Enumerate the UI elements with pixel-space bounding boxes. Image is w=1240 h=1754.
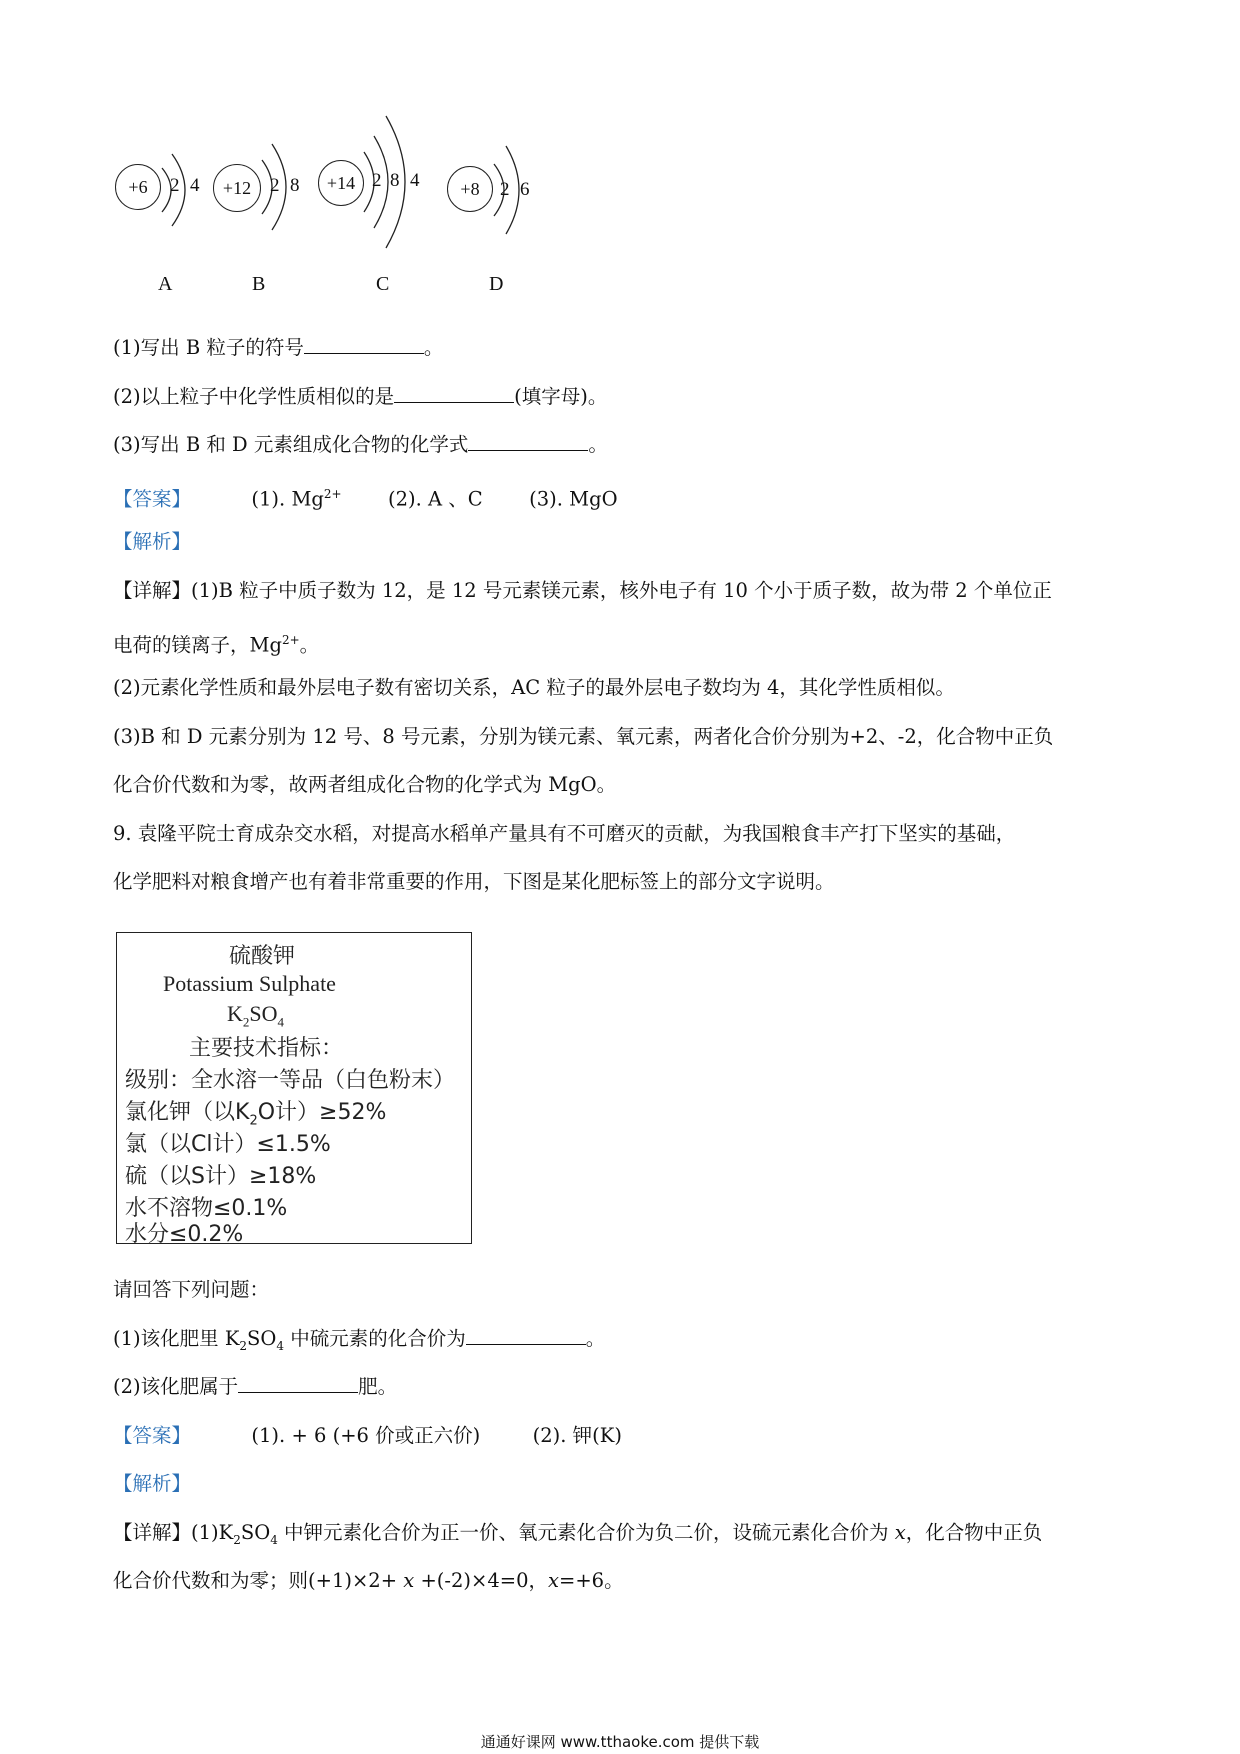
shell-a-1: 2 [170,175,180,196]
q8-sub1-end: 。 [423,336,444,359]
page-footer[interactable]: 通通好课网 www.tthaoke.com 提供下载 [480,1733,760,1751]
q9-sub1 [113,1325,605,1360]
q9-answer-tag: 【答案】 [113,1424,192,1447]
q8-sub2-end: (填字母)。 [514,385,608,408]
label-formula-k: K [227,1001,243,1026]
label-title-cn: 硫酸钾 [229,944,296,969]
label-formula-so: SO [249,1001,278,1026]
q9-sub1-blank [466,1326,586,1345]
shell-c-2: 8 [390,170,400,191]
q8-answer-3: (3). MgO [529,487,618,511]
shell-b-2: 8 [290,175,300,196]
nucleus-c: +14 [318,160,364,206]
q9-detail-a-sub2: 2 [233,1532,241,1547]
label-heading: 主要技术指标： [189,1036,344,1061]
q9-sub2-blank [238,1374,358,1393]
q9-detail-b-x2: x [548,1569,559,1592]
q9-detail-b3: =+6。 [559,1569,624,1592]
q9-detail-a3: 中钾元素化合价为正一价、氧元素化合价为负二价，设硫元素化合价为 [277,1521,895,1544]
q9-detail-a-x: x [894,1521,906,1544]
q8-detail-1b-sup: 2+ [281,633,300,647]
q8-answer-1-sup: 2+ [323,487,342,501]
q8-answer [113,480,618,514]
shell-d-1: 2 [500,179,510,200]
q8-answer-tag: 【答案】 [113,487,192,511]
q8-detail-1b-end: 。 [299,633,320,657]
q8-sub3-end: 。 [588,433,608,456]
q9-detail-b1: 化合价代数和为零；则(+1)×2+ [113,1569,404,1592]
q8-sub2-text: (2)以上粒子中化学性质相似的是 [113,385,395,408]
q9-intro-b: 化学肥料对粮食增产也有着非常重要的作用，下图是某化肥标签上的部分文字说明。 [113,870,835,893]
label-row-chlorine: 氯（以Cl计）≤1.5% [125,1132,331,1157]
q9-sub2-text: (2)该化肥属于 [113,1375,239,1398]
shell-arcs-d [482,132,552,247]
q8-sub1-text: (1)写出 B 粒子的符号 [113,336,304,359]
q9-detail-a2: SO [240,1521,271,1544]
q8-sub3-blank [468,432,588,451]
shell-arcs-b [250,130,320,245]
q8-answer-1: (1). Mg [251,487,324,511]
nucleus-d: +8 [447,166,493,212]
q9-sub1-sub2: 2 [239,1338,248,1353]
shell-arcs-a [150,140,220,240]
label-title-en: Potassium Sulphate [163,971,336,996]
atom-label-d: D [489,273,504,295]
q8-detail-3b: 化合价代数和为零，故两者组成化合物的化学式为 MgO。 [113,773,617,796]
shell-c-3: 4 [410,170,420,191]
label-row-k2o [125,1095,386,1128]
q9-sub2-end: 肥。 [358,1375,398,1398]
label-formula-sub2: 2 [242,1014,250,1030]
q8-sub2-blank [394,384,514,403]
q9-answer-2: (2). 钾(K) [532,1424,622,1447]
q9-detail-b2: +(-2)×4=0， [414,1569,548,1592]
q9-intro-a: 9. 袁隆平院士育成杂交水稻，对提高水稻单产量具有不可磨灭的贡献，为我国粮食丰产打下坚实的基础， [113,822,1016,845]
q9-answer-1: (1). + 6 (+6 价或正六价) [251,1424,481,1447]
q8-detail-2: (2)元素化学性质和最外层电子数有密切关系，AC 粒子的最外层电子数均为 4，其化学性质相似。 [113,676,955,699]
q8-analysis-tag: 【解析】 [113,530,192,553]
shell-c-1: 2 [372,170,382,191]
shell-a-2: 4 [190,175,200,196]
atom-label-c: C [376,273,390,295]
q9-analysis-tag: 【解析】 [113,1472,192,1495]
q9-detail-a-sub4: 4 [270,1532,278,1547]
q9-sub1-c: 中硫元素的化合价为 [284,1327,466,1350]
label-row-k2o-b: O计）≥52% [257,1100,387,1125]
q9-prompt: 请回答下列问题： [113,1278,270,1301]
q8-sub2 [113,383,607,411]
q9-detail-a1: 【详解】(1)K [113,1521,234,1544]
label-row-k2o-a: 氯化钾（以K [125,1100,250,1125]
label-row-insoluble: 水不溶物≤0.1% [125,1196,288,1221]
atom-label-b: B [252,273,266,295]
shell-d-2: 6 [520,179,530,200]
q8-answer-2: (2). A 、C [388,487,483,511]
q8-detail-1b [113,626,319,660]
q9-sub1-b: SO [247,1327,277,1350]
q9-sub1-sub4: 4 [276,1338,285,1353]
fertilizer-label [116,932,472,1247]
q8-detail-1a: 【详解】(1)B 粒子中质子数为 12，是 12 号元素镁元素，核外电子有 10 个小于质子数，故为带 2 个单位正 [113,579,1052,602]
q9-detail-a [113,1519,1042,1554]
q8-detail-3a: (3)B 和 D 元素分别为 12 号、8 号元素，分别为镁元素、氧元素，两者化合价分别为+2、-2，化合物中正负 [113,725,1054,748]
label-row-k2o-sub: 2 [249,1113,258,1129]
q8-sub1 [113,334,443,362]
q8-sub3 [113,431,608,459]
q9-sub1-end: 。 [585,1327,606,1350]
q9-detail-a4: ，化合物中正负 [905,1521,1043,1544]
shell-b-1: 2 [270,175,280,196]
nucleus-a: +6 [115,164,161,210]
q8-sub1-blank [304,335,424,354]
atom-label-a: A [158,273,173,295]
q9-answer [113,1422,622,1450]
label-row-moisture: 水分≤0.2% [125,1222,244,1247]
q8-sub3-text: (3)写出 B 和 D 元素组成化合物的化学式 [113,433,469,456]
q9-sub2 [113,1373,397,1401]
label-row-grade: 级别：全水溶一等品（白色粉末） [125,1068,456,1093]
label-formula [227,1001,284,1030]
q8-detail-1b-text: 电荷的镁离子，Mg [113,633,282,657]
nucleus-b: +12 [213,164,261,212]
q9-detail-b [113,1567,624,1595]
q9-detail-b-x1: x [403,1569,415,1592]
label-row-sulfur: 硫（以S计）≥18% [125,1164,317,1189]
label-formula-sub4: 4 [277,1014,285,1030]
q9-sub1-a: (1)该化肥里 K [113,1327,240,1350]
